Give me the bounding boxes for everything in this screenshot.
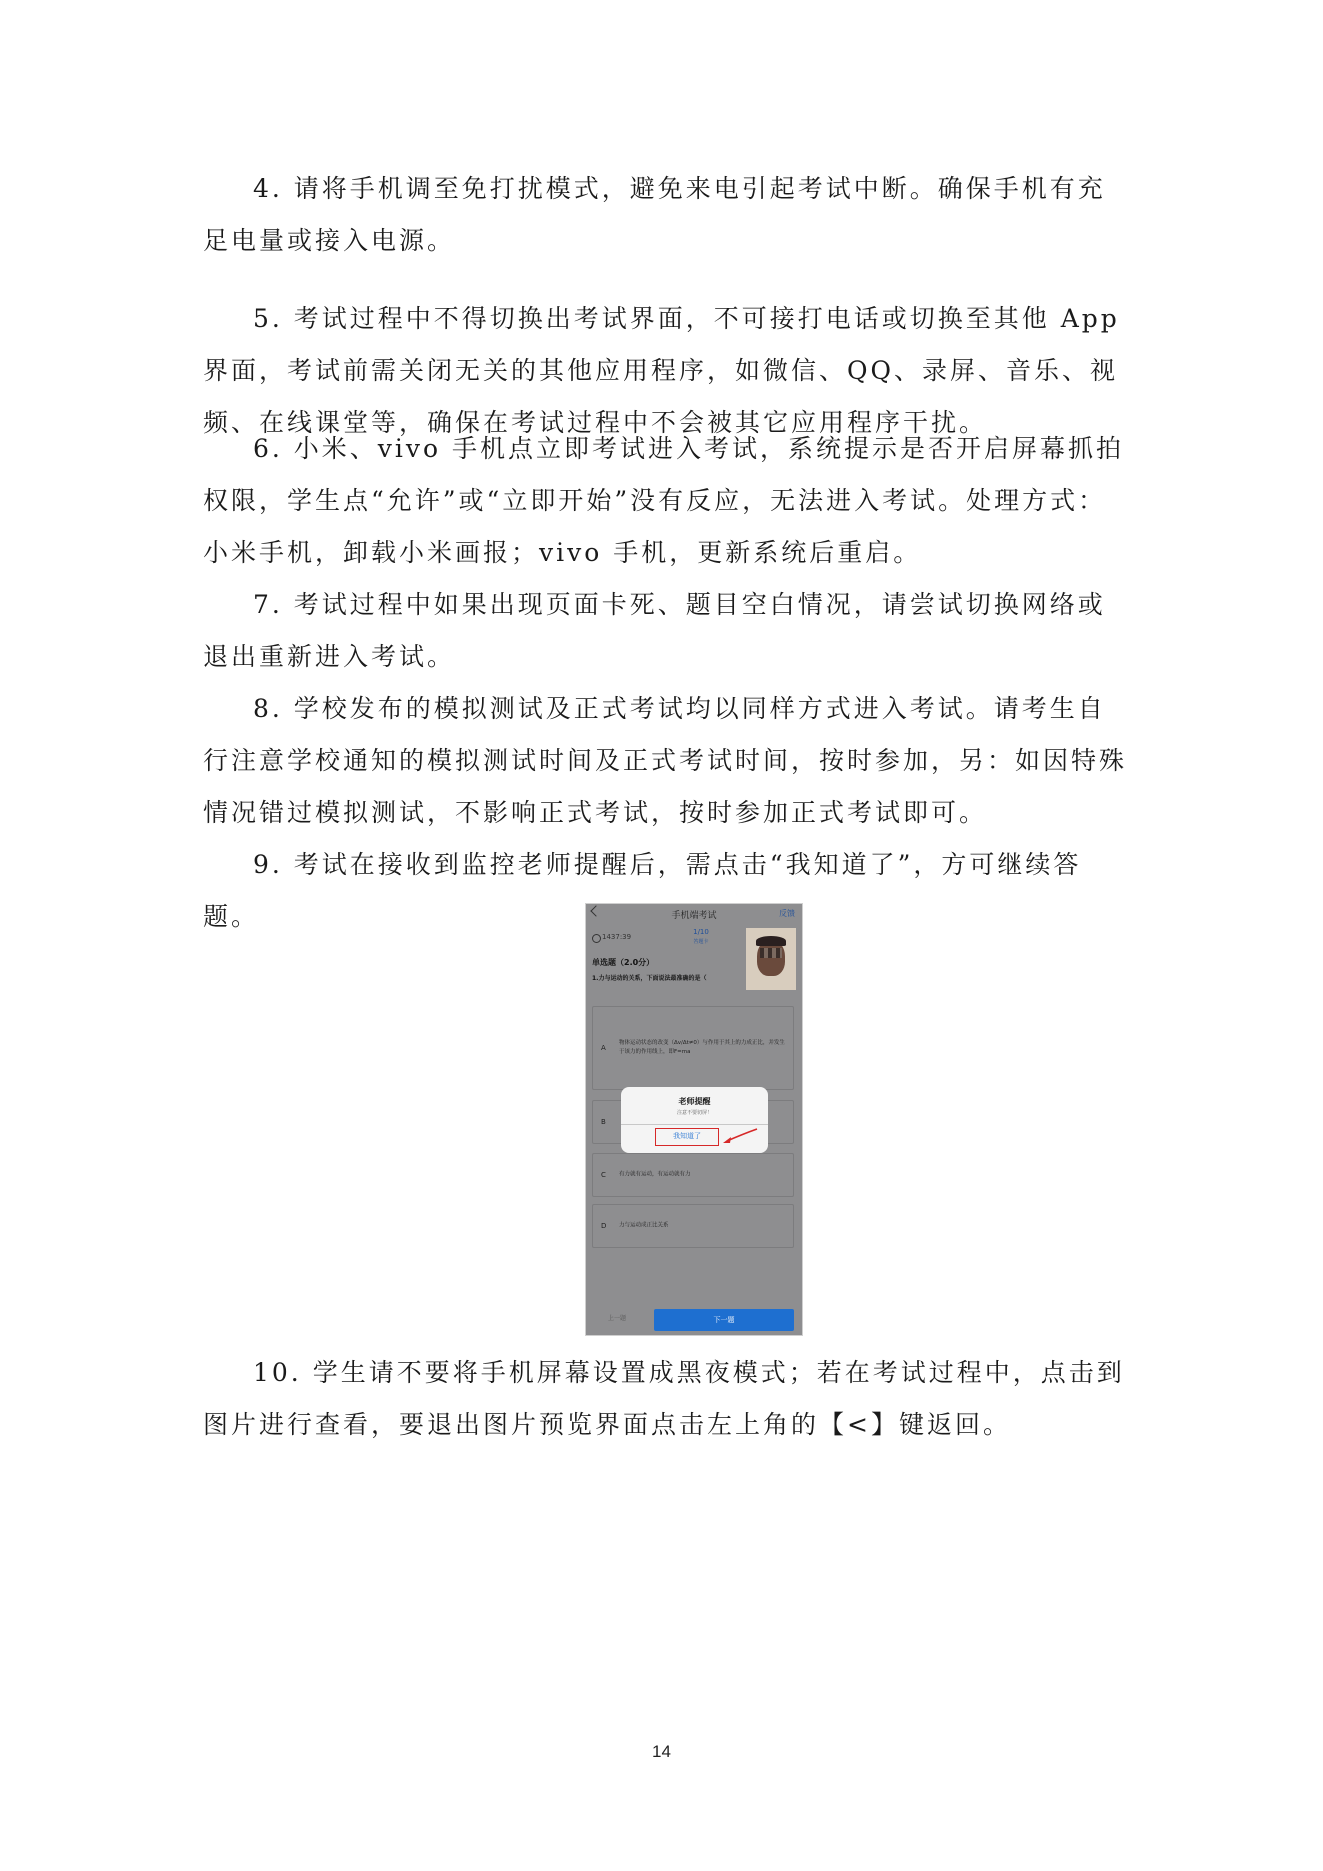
next-question-button: 下一题 [654, 1309, 794, 1331]
paragraph-5: 5. 考试过程中不得切换出考试界面，不可接打电话或切换至其他 App 界面，考试前需关闭无关的其他应用程序，如微信、QQ、录屏、音乐、视频、在线课堂等，确保在考试过程中不会被其它应用程序干扰。 [203, 304, 1120, 437]
option-letter: D [601, 1222, 607, 1230]
question-type: 单选题（2.0分） [592, 958, 655, 967]
i-know-button: 我知道了 [655, 1128, 719, 1146]
paragraph-7: 7. 考试过程中如果出现页面卡死、题目空白情况，请尝试切换网络或退出重新进入考试。 [203, 590, 1106, 671]
clock-icon [592, 934, 601, 943]
dialog-title: 老师提醒 [678, 1097, 711, 1106]
page-number: 14 [652, 1742, 671, 1761]
phone-header [586, 904, 802, 926]
question-text: 1.力与运动的关系，下面说法最准确的是（ [592, 975, 707, 982]
phone-title: 手机端考试 [671, 911, 717, 921]
phone-footer [586, 1299, 802, 1335]
option-letter: A [601, 1044, 606, 1052]
feedback-link: 反馈 [779, 909, 795, 918]
option-text: 物体运动状态的改变（Δv/Δt≠0）与作用于其上的力成正比，并发生于该力的作用线上，即F=ma [619, 1040, 785, 1055]
answer-card-link: 答题卡 [693, 939, 709, 945]
question-progress: 1/10 [693, 928, 709, 936]
option-a [592, 1006, 794, 1090]
proctor-camera-photo [746, 928, 796, 990]
option-text: 有力就有运动，有运动就有力 [619, 1171, 691, 1178]
paragraph-6: 6. 小米、vivo 手机点立即考试进入考试，系统提示是否开启屏幕抓拍权限，学生点“允许”或“立即开始”没有反应，无法进入考试。处理方式：小米手机，卸载小米画报；vivo 手机，更新系统后重启。 [203, 434, 1125, 567]
mosaic-blur [760, 948, 782, 958]
phone-exam-screenshot [585, 903, 803, 1336]
dialog-subtitle: 注意不要切屏！ [676, 1110, 712, 1116]
paragraph-4: 4. 请将手机调至免打扰模式，避免来电引起考试中断。确保手机有充足电量或接入电源。 [203, 174, 1106, 255]
paragraph-8: 8. 学校发布的模拟测试及正式考试均以同样方式进入考试。请考生自行注意学校通知的模拟测试时间及正式考试时间，按时参加，另：如因特殊情况错过模拟测试，不影响正式考试，按时参加正式考试即可。 [203, 694, 1128, 827]
countdown-timer: 1437:39 [602, 933, 632, 941]
red-arrow-icon [719, 1126, 759, 1146]
hair-shape [756, 936, 786, 946]
option-letter: B [601, 1118, 606, 1126]
option-d [592, 1204, 794, 1248]
paragraph-9: 9. 考试在接收到监控老师提醒后，需点击“我知道了”，方可继续答题。 [203, 850, 1082, 931]
option-letter: C [601, 1171, 606, 1179]
option-c [592, 1153, 794, 1197]
prev-question-button: 上一题 [607, 1315, 626, 1322]
dialog-divider [621, 1124, 768, 1125]
option-text: 力与运动成正比关系 [619, 1222, 669, 1229]
paragraph-10: 10. 学生请不要将手机屏幕设置成黑夜模式；若在考试过程中，点击到图片进行查看，要退出图片预览界面点击左上角的【<】键返回。 [203, 1358, 1125, 1439]
